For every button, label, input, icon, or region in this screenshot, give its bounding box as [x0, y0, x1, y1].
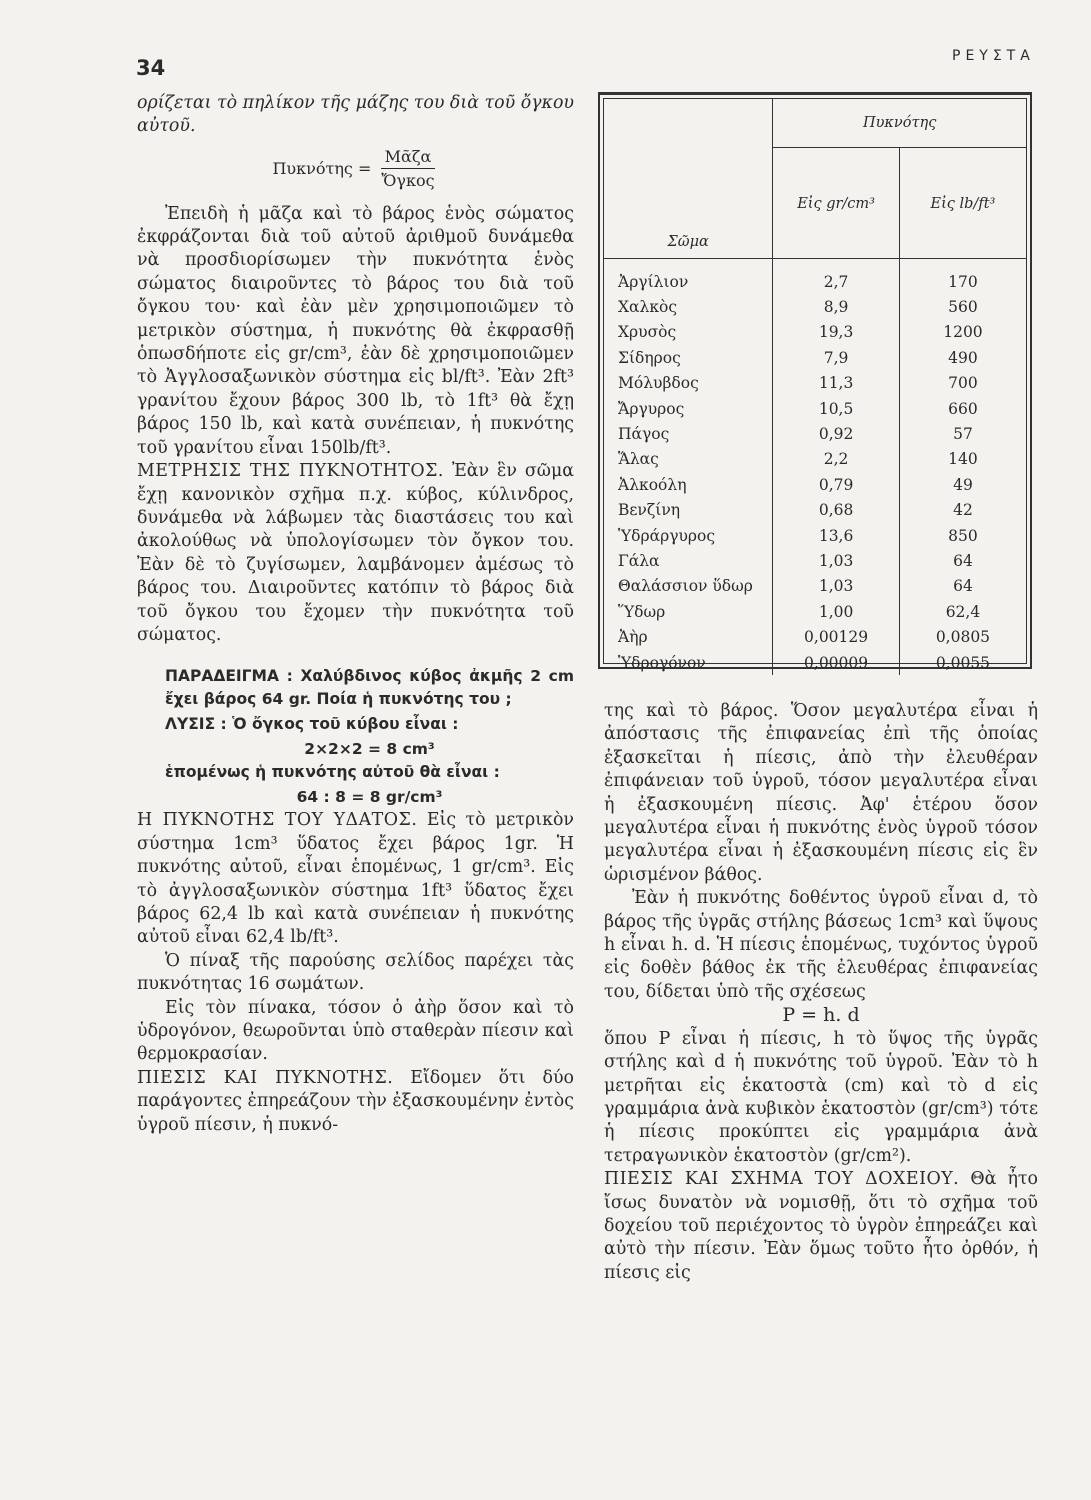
section-heading: ΠΙΕΣΙΣ ΚΑΙ ΣΧΗΜΑ ΤΟΥ ΔΟΧΕΙΟΥ.: [604, 1169, 960, 1190]
example-calc-density: 64 : 8 = 8 gr/cm³: [296, 788, 443, 807]
table-row: [604, 320, 1026, 345]
running-title: ΡΕΥΣΤΑ: [952, 48, 1035, 64]
value-gr-cm3: 0,92: [773, 421, 900, 446]
value-lb-ft3: 0,0805: [899, 624, 1026, 649]
value-gr-cm3: 0,00129: [773, 624, 900, 649]
table-row: [604, 498, 1026, 523]
value-gr-cm3: 1,00: [773, 599, 900, 624]
value-lb-ft3: 42: [899, 498, 1026, 523]
formula-denominator: Ὄγκος: [381, 171, 435, 191]
right-column: [604, 700, 1038, 1285]
example-solution: ΛΥΣΙΣ : Ὁ ὄγκος τοῦ κύβου εἶναι :: [165, 715, 459, 734]
value-gr-cm3: 0,79: [773, 472, 900, 497]
density-formula: [137, 145, 574, 193]
body-name: Ὕδωρ: [618, 602, 666, 621]
body-name: Πάγος: [618, 425, 670, 444]
table-row: [604, 447, 1026, 472]
body-name: Ὑδρογόνον: [618, 653, 706, 672]
body-name: Θαλάσσιον ὕδωρ: [618, 577, 753, 596]
value-gr-cm3: 1,03: [773, 548, 900, 573]
body-name: Μόλυβδος: [618, 374, 699, 393]
value-gr-cm3: 2,2: [773, 447, 900, 472]
paragraph: ὅπου P εἶναι ἡ πίεσις, h τὸ ὕψος τῆς ὑγρᾶς στήλης καὶ d ἡ πυκνότης τοῦ ὑγροῦ. Ἐὰν τὸ h μετρῆται εἰς ἑκατοστὰ (cm) καὶ τὸ d εἰς γραμμάρια ἀνὰ κυβικὸν ἑκατοστὸν (gr/cm³) τότε ἡ πίεσις προκύπτει εἰς γραμμάρια ἀνὰ τετραγωνικὸν ἑκατοστὸν (gr/cm²).: [604, 1028, 1038, 1166]
paragraph: Ὁ πίναξ τῆς παρούσης σελίδος παρέχει τὰς πυκνότητας 16 σωμάτων.: [137, 950, 574, 995]
table-body: [604, 259, 1026, 676]
value-lb-ft3: 660: [899, 396, 1026, 421]
col-header-gr: Εἰς gr/cm³: [773, 148, 900, 259]
table-row: [604, 548, 1026, 573]
section-text: Εἴδομεν ὅτι δύο παράγοντες ἐπηρεάζουν τὴν ἐξασκουμένην ἐντὸς ὑγροῦ πίεσιν, ἡ πυκνό-: [137, 1067, 574, 1135]
body-name: Ὑδράργυρος: [618, 526, 716, 545]
value-gr-cm3: 13,6: [773, 523, 900, 548]
value-gr-cm3: 19,3: [773, 320, 900, 345]
section-heading: Η ΠΥΚΝΟΤΗΣ ΤΟΥ ΥΔΑΤΟΣ.: [137, 810, 418, 831]
density-table: [598, 92, 1032, 672]
value-gr-cm3: 7,9: [773, 345, 900, 370]
body-name: Ἀὴρ: [618, 628, 648, 647]
table-row: [604, 396, 1026, 421]
pressure-equation: P = h. d: [782, 1004, 860, 1027]
body-name: Ἅλας: [618, 450, 659, 469]
value-gr-cm3: 2,7: [773, 259, 900, 295]
density-table-grid: [604, 99, 1026, 675]
section-heading: ΠΙΕΣΙΣ ΚΑΙ ΠΥΚΝΟΤΗΣ.: [137, 1067, 394, 1088]
paragraph: της καὶ τὸ βάρος. Ὅσον μεγαλυτέρα εἶναι ἡ ἀπόστασις τῆς ἐπιφανείας ἐπὶ τῆς ὁποίας ἐξασκεῖται ἡ πίεσις, ἀπὸ τὴν ἐλευθέραν ἐπιφάνειαν τοῦ ὑγροῦ, τόσον μεγαλυτέρα εἶναι ἡ ἐξασκουμένη πίεσις. Ἀφ' ἑτέρου ὅσον μεγαλυτέρα εἶναι ἡ πυκνότης ἑνὸς ὑγροῦ τόσον μεγαλυτέρα εἶναι ἡ ἐξασκουμένη πίεσις εἰς ἓν ὡρισμένον βάθος.: [604, 701, 1038, 885]
col-header-density: Πυκνότης: [773, 99, 1026, 148]
formula-fraction: [377, 145, 438, 193]
example-box: [137, 665, 574, 809]
col-header-body: Σῶμα: [604, 99, 773, 259]
value-lb-ft3: 850: [899, 523, 1026, 548]
value-lb-ft3: 1200: [899, 320, 1026, 345]
table-row: [604, 650, 1026, 675]
value-gr-cm3: 0,68: [773, 498, 900, 523]
table-row: [604, 574, 1026, 599]
value-lb-ft3: 490: [899, 345, 1026, 370]
left-column: [137, 92, 574, 1137]
table-row: [604, 345, 1026, 370]
table-header-group-row: [604, 99, 1026, 148]
value-lb-ft3: 560: [899, 294, 1026, 319]
example-question: ΠΑΡΑΔΕΙΓΜΑ : Χαλύβδινος κύβος ἀκμῆς 2 cm ἔχει βάρος 64 gr. Ποία ἡ πυκνότης του ;: [165, 667, 574, 709]
value-gr-cm3: 10,5: [773, 396, 900, 421]
value-lb-ft3: 62,4: [899, 599, 1026, 624]
col-header-lb: Εἰς lb/ft³: [899, 148, 1026, 259]
formula-numerator: Μᾶζα: [381, 145, 436, 169]
section-heading: ΜΕΤΡΗΣΙΣ ΤΗΣ ΠΥΚΝΟΤΗΤΟΣ.: [137, 461, 444, 482]
value-lb-ft3: 700: [899, 371, 1026, 396]
table-row: [604, 472, 1026, 497]
value-lb-ft3: 170: [899, 259, 1026, 295]
table-row: [604, 371, 1026, 396]
table-row: [604, 294, 1026, 319]
body-name: Βενζίνη: [618, 501, 681, 520]
section-pressure-shape: [604, 1168, 1038, 1285]
paragraph: Εἰς τὸν πίνακα, τόσον ὁ ἀὴρ ὅσον καὶ τὸ ὑδρογόνον, θεωροῦνται ὑπὸ σταθερὰν πίεσιν καὶ θερμοκρασίαν.: [137, 997, 574, 1065]
example-label: ΠΑΡΑΔΕΙΓΜΑ :: [165, 667, 293, 686]
paragraph: Ἐπειδὴ ἡ μᾶζα καὶ τὸ βάρος ἑνὸς σώματος ἐκφράζονται διὰ τοῦ αὐτοῦ ἀριθμοῦ δυνάμεθα νὰ προσδιορίσωμεν τὴν πυκνότητα ἑνὸς σώματος διαιροῦντες τὸ βάρος του διὰ τοῦ ὄγκου του· καὶ ἐὰν μὲν χρησιμοποιῶμεν τὸ μετρικὸν σύστημα, ἡ πυκνότης θὰ ἐκφρασθῇ ὁπωσδήποτε εἰς gr/cm³, ἐὰν δὲ χρησιμοποιῶμεν τὸ Ἀγγλοσαξωνικὸν σύστημα εἰς bl/ft³. Ἐὰν 2ft³ γρανίτου ἔχουν βάρος 300 lb, τὸ 1ft³ θὰ ἔχῃ βάρος 150 lb, καὶ κατὰ συνέπειαν, ἡ πυκνότης τοῦ γρανίτου εἶναι 150lb/ft³.: [137, 203, 574, 458]
body-name: Ἀργίλιον: [618, 272, 689, 291]
value-gr-cm3: 1,03: [773, 574, 900, 599]
body-name: Ἄργυρος: [618, 399, 685, 418]
example-then: ἑπομένως ἡ πυκνότης αὐτοῦ θὰ εἶναι :: [165, 763, 500, 782]
intro-text: ορίζεται τὸ πηλίκον τῆς μάζης του διὰ τοῦ ὄγκου αὐτοῦ.: [137, 93, 574, 137]
value-lb-ft3: 0,0055: [899, 650, 1026, 675]
section-text: Θὰ ἦτο ἴσως δυνατὸν νὰ νομισθῇ, ὅτι τὸ σχῆμα τοῦ δοχείου τοῦ περιέχοντος τὸ ὑγρὸν ἐπηρεάζει καὶ αὐτὸ τὴν πίεσιν. Ἐὰν ὅμως τοῦτο ἦτο ὀρθόν, ἡ πίεσις εἰς: [604, 1169, 1039, 1283]
solution-label: ΛΥΣΙΣ :: [165, 715, 227, 734]
table-row: [604, 421, 1026, 446]
table-row: [604, 523, 1026, 548]
value-gr-cm3: 11,3: [773, 371, 900, 396]
section-text: Ἐὰν ἓν σῶμα ἔχῃ κανονικὸν σχῆμα π.χ. κύβος, κύλινδρος, δυνάμεθα νὰ λάβωμεν τὰς διαστάσεις του καὶ ἀκολούθως νὰ ὑπολογίσωμεν τὸν ὄγκον του. Ἐὰν δὲ τὸ ζυγίσωμεν, λαμβάνομεν ἀμέσως τὸ βάρος του. Διαιροῦντες κατόπιν τὸ βάρος διὰ τοῦ ὄγκου του ἔχομεν τὴν πυκνότητα τοῦ σώματος.: [137, 461, 575, 645]
body-name: Γάλα: [618, 551, 660, 570]
body-name: Ἀλκοόλη: [618, 475, 687, 494]
table-inner-frame: [603, 98, 1027, 672]
table-row: [604, 259, 1026, 295]
paragraph: Ἐὰν ἡ πυκνότης δοθέντος ὑγροῦ εἶναι d, τὸ βάρος τῆς ὑγρᾶς στήλης βάσεως 1cm³ καὶ ὕψους h εἶναι h. d. Ἡ πίεσις ἑπομένως, τυχόντος ὑγροῦ εἰς δοθὲν βάθος ἐκ τῆς ἐλευθέρας ἐπιφανείας του, δίδεται ὑπὸ τῆς σχέσεως: [604, 888, 1038, 1002]
table-row: [604, 624, 1026, 649]
value-lb-ft3: 57: [899, 421, 1026, 446]
body-name: Σίδηρος: [618, 348, 681, 367]
value-lb-ft3: 49: [899, 472, 1026, 497]
table-row: [604, 599, 1026, 624]
formula-lhs: Πυκνότης =: [272, 159, 372, 179]
section-text: Εἰς τὸ μετρικὸν σύστημα 1cm³ ὕδατος ἔχει βάρος 1gr. Ἡ πυκνότης αὐτοῦ, εἶναι ἑπομένως, 1 gr/cm³. Εἰς τὸ ἀγγλοσαξωνικὸν σύστημα 1ft³ ὕδατος ἔχει βάρος 62,4 lb καὶ κατὰ συνέπειαν ἡ πυκνότης αὐτοῦ εἶναι 62,4 lb/ft³.: [137, 810, 574, 948]
example-calc-volume: 2×2×2 = 8 cm³: [304, 740, 435, 759]
body-name: Χρυσὸς: [618, 323, 677, 342]
section-measurement: [137, 460, 574, 647]
value-lb-ft3: 140: [899, 447, 1026, 472]
page-number: 34: [136, 56, 166, 80]
section-water-density: [137, 809, 574, 949]
value-gr-cm3: 0,00009: [773, 650, 900, 675]
body-name: Χαλκὸς: [618, 298, 678, 317]
value-gr-cm3: 8,9: [773, 294, 900, 319]
value-lb-ft3: 64: [899, 548, 1026, 573]
value-lb-ft3: 64: [899, 574, 1026, 599]
section-pressure-density: [137, 1067, 574, 1137]
